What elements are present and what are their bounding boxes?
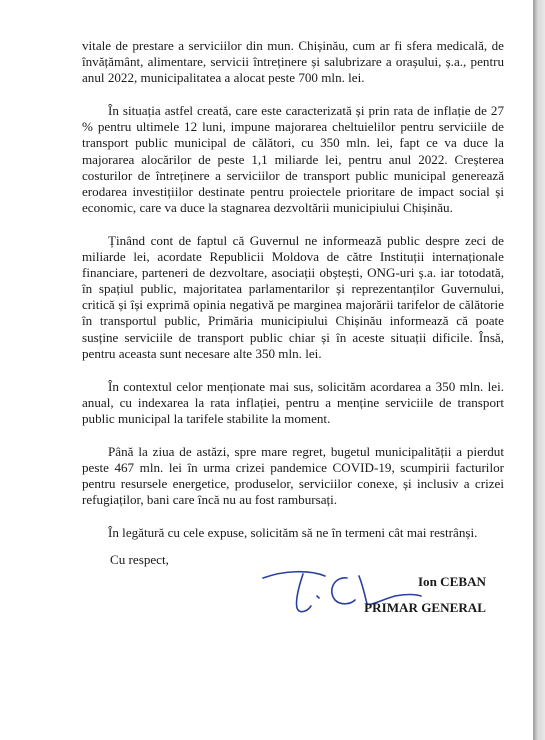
paragraph-5: Până la ziua de astăzi, spre mare regret, bugetul municipalității a pierdut peste 467 mln. lei în urma crizei pandemice COVID-19, scumpirii facturilor pentru resursele energetice, produselor, serviciilor conexe, și inclusiv a crizei refugiaților, bani care încă nu au fost rambursați. bbox=[82, 443, 504, 508]
paragraph-4: În contextul celor menționate mai sus, solicităm acordarea a 350 mln. lei. anual, cu indexarea la rata inflației, pentru a menține serviciile de transport public municipal la tarifele stabilite la moment. bbox=[82, 378, 504, 426]
letter-body bbox=[82, 38, 504, 558]
paragraph-3: Ținând cont de faptul că Guvernul ne informează public despre zeci de miliarde lei, acordate Republicii Moldova de către Instituții internaționale financiare, parteneri de dezvoltare, asociații obștești, ONG-uri ș.a. iar totodată, în spațiul public, majoritatea parlamentarilor și reprezentanților Guvernului, critică și își exprimă opinia negativă pe marginea majorării tarifelor de călătorie în transportul public, Primăria municipiului Chișinău informează că poate susține serviciile de transport public chiar și în aceste situații dificile. Însă, pentru aceasta sunt necesare alte 350 mln. lei. bbox=[82, 232, 504, 361]
signatory-title: PRIMAR GENERAL bbox=[364, 600, 486, 615]
page-edge-shadow bbox=[533, 0, 545, 740]
paragraph-1: vitale de prestare a serviciilor din mun. Chișinău, cum ar fi sfera medicală, de învățământ, alimentare, servicii întreținere și salubrizare a orașului, ș.a., pentru anul 2022, municipalitatea a alocat peste 700 mln. lei. bbox=[82, 38, 504, 86]
paragraph-2: În situația astfel creată, care este caracterizată și prin rata de inflație de 27 % pentru ultimele 12 luni, impune majorarea cheltuielilor pentru serviciile de transport public municipal de călători, cu 350 mln. lei, fapt ce va duce la majorarea alocărilor de peste 1,1 miliarde lei, pentru anul 2022. Creșterea costurilor de întreținere a serviciilor de transport public municipal generează erodarea investițiilor destinate pentru proiectele prioritare de impact social și economic, care va duce la stagnarea dezvoltării municipiului Chișinău. bbox=[82, 103, 504, 215]
signatory-name: Ion CEBAN bbox=[417, 574, 486, 589]
paragraph-6: În legătură cu cele expuse, solicităm să ne în termeni cât mai restrânși. bbox=[108, 525, 478, 541]
closing-salutation: Cu respect, bbox=[110, 552, 169, 567]
